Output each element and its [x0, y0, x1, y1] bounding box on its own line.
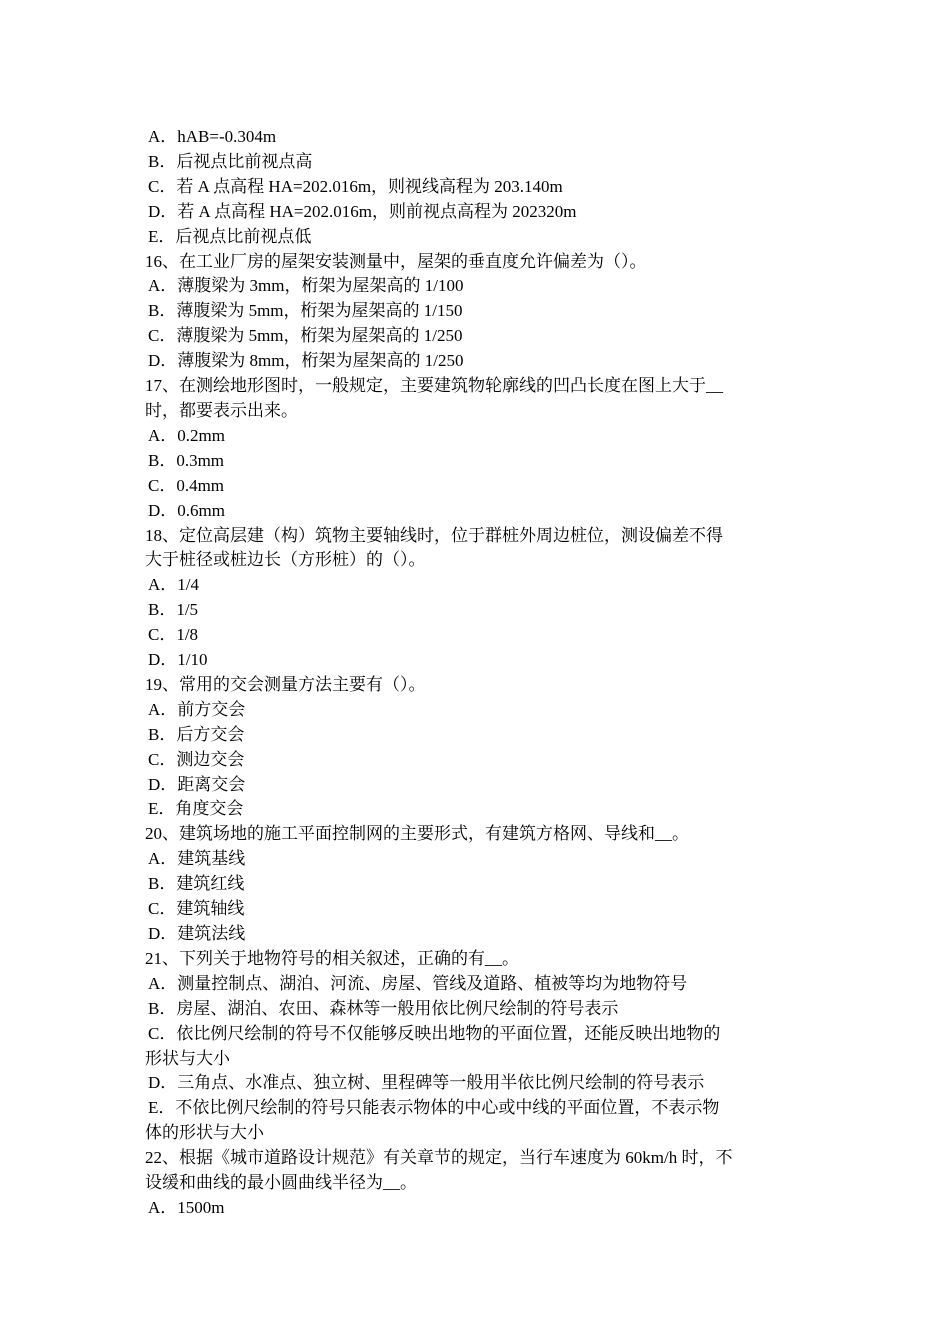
answer-option-line: B．房屋、湖泊、农田、森林等一般用依比例尺绘制的符号表示: [148, 998, 619, 1018]
question-text-line: 17、在测绘地形图时，一般规定，主要建筑物轮廓线的凹凸长度在图上大于__: [145, 376, 723, 396]
question-text-line: 18、定位高层建（构）筑物主要轴线时，位于群桩外周边桩位，测设偏差不得: [145, 525, 723, 545]
answer-option-line: D．1/10: [148, 650, 208, 670]
answer-option-line: C．依比例尺绘制的符号不仅能够反映出地物的平面位置，还能反映出地物的: [148, 1023, 721, 1043]
question-text-line: 设缓和曲线的最小圆曲线半径为__。: [145, 1173, 417, 1193]
answer-option-line: E．不依比例尺绘制的符号只能表示物体的中心或中线的平面位置，不表示物: [148, 1098, 720, 1118]
question-text-line: 20、建筑场地的施工平面控制网的主要形式，有建筑方格网、导线和__。: [145, 824, 689, 844]
question-text-line: 22、根据《城市道路设计规范》有关章节的规定，当行车速度为 60km/h 时，不: [145, 1148, 733, 1168]
question-text-line: 16、在工业厂房的屋架安装测量中，屋架的垂直度允许偏差为（）。: [145, 251, 647, 271]
question-text-line: 体的形状与大小: [145, 1123, 264, 1143]
answer-option-line: B．薄腹梁为 5mm，桁架为屋架高的 1/150: [148, 301, 463, 321]
answer-option-line: C．测边交会: [148, 749, 245, 769]
question-text-line: 19、常用的交会测量方法主要有（）。: [145, 674, 426, 694]
document-page: [145, 125, 810, 1221]
answer-option-line: D．三角点、水准点、独立树、里程碑等一般用半依比例尺绘制的符号表示: [148, 1073, 705, 1093]
answer-option-line: A．1/4: [148, 575, 199, 595]
answer-option-line: E．后视点比前视点低: [148, 226, 312, 246]
answer-option-line: A．0.2mm: [148, 425, 225, 445]
answer-option-line: B．建筑红线: [148, 874, 245, 894]
answer-option-line: A．薄腹梁为 3mm，桁架为屋架高的 1/100: [148, 276, 464, 296]
answer-option-line: D．建筑法线: [148, 924, 246, 943]
answer-option-line: C．0.4mm: [148, 475, 225, 495]
question-text-line: 21、下列关于地物符号的相关叙述，正确的有__。: [145, 948, 519, 968]
answer-option-line: C．1/8: [148, 625, 199, 645]
answer-option-line: E．角度交会: [148, 799, 244, 819]
question-text-line: 大于桩径或桩边长（方形桩）的（）。: [145, 550, 426, 570]
answer-option-line: D．距离交会: [148, 774, 246, 794]
answer-option-line: B．0.3mm: [148, 450, 225, 470]
answer-option-line: A．1500m: [148, 1197, 225, 1217]
answer-option-line: C．建筑轴线: [148, 899, 245, 919]
answer-option-line: C．若 A 点高程 HA=202.016m，则视线高程为 203.140m: [148, 176, 563, 196]
question-text-line: 时，都要表示出来。: [145, 400, 298, 420]
answer-option-line: C．薄腹梁为 5mm，桁架为屋架高的 1/250: [148, 326, 463, 346]
answer-option-line: A．前方交会: [148, 699, 246, 719]
answer-option-line: A．建筑基线: [148, 849, 246, 869]
question-text-line: 形状与大小: [145, 1048, 230, 1068]
answer-option-line: B．后视点比前视点高: [148, 151, 313, 171]
answer-option-line: A．hAB=-0.304m: [148, 127, 277, 146]
answer-option-line: B．1/5: [148, 600, 199, 620]
answer-option-line: A．测量控制点、湖泊、河流、房屋、管线及道路、植被等均为地物符号: [148, 973, 688, 993]
answer-option-line: D．若 A 点高程 HA=202.016m，则前视点高程为 202320m: [148, 201, 577, 221]
answer-option-line: D．0.6mm: [148, 500, 225, 520]
answer-option-line: B．后方交会: [148, 724, 245, 744]
answer-option-line: D．薄腹梁为 8mm，桁架为屋架高的 1/250: [148, 351, 464, 371]
